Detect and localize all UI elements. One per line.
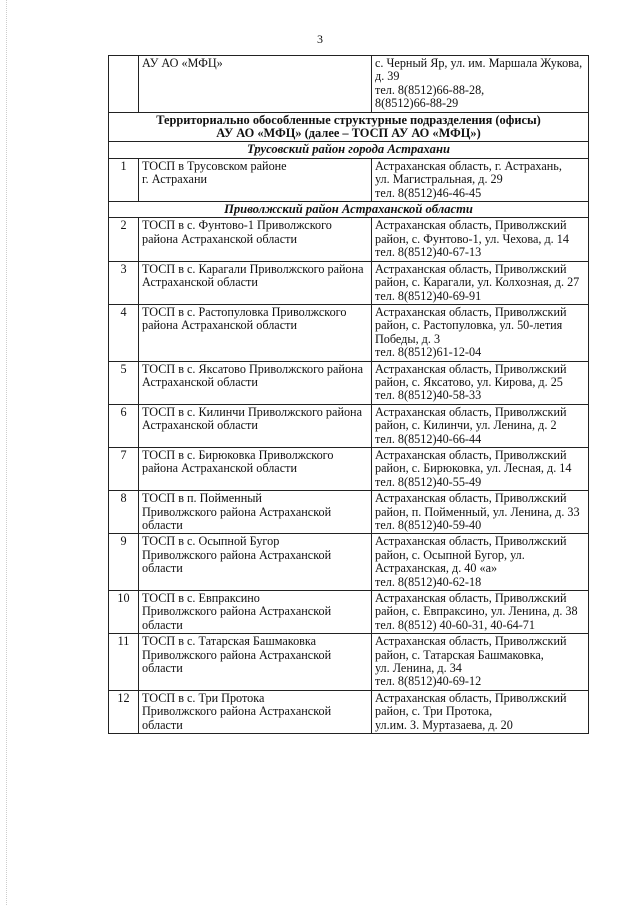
table-row bbox=[109, 158, 589, 201]
district-title: Трусовский район города Астрахани bbox=[109, 142, 589, 158]
office-name: ТОСП в с. Три Протока Приволжского района Астраханской области bbox=[139, 690, 372, 733]
offices-table-body bbox=[109, 56, 589, 734]
office-address: Астраханская область, Приволжский район, с. Три Протока, ул.им. З. Муртазаева, д. 20 bbox=[372, 690, 589, 733]
district-row bbox=[109, 142, 589, 158]
row-number: 2 bbox=[109, 218, 139, 261]
table-row bbox=[109, 534, 589, 591]
office-name: ТОСП в Трусовском районе г. Астрахани bbox=[139, 158, 372, 201]
row-number: 5 bbox=[109, 361, 139, 404]
table-row bbox=[109, 361, 589, 404]
table-row bbox=[109, 690, 589, 733]
scan-margin-line bbox=[6, 0, 8, 905]
office-address: Астраханская область, Приволжский район, с. Осыпной Бугор, ул. Астраханская, д. 40 «а» тел. 8(8512)40-62-18 bbox=[372, 534, 589, 591]
office-address: Астраханская область, Приволжский район, с. Килинчи, ул. Ленина, д. 2 тел. 8(8512)40-66-44 bbox=[372, 404, 589, 447]
office-address: Астраханская область, Приволжский район, с. Татарская Башмаковка, ул. Ленина, д. 34 тел. 8(8512)40-69-12 bbox=[372, 634, 589, 691]
office-address: Астраханская область, Приволжский район, с. Евпраксино, ул. Ленина, д. 38 тел. 8(8512) 40-60-31, 40-64-71 bbox=[372, 591, 589, 634]
table-row bbox=[109, 304, 589, 361]
office-name: ТОСП в с. Карагали Приволжского района Астраханской области bbox=[139, 261, 372, 304]
office-name: ТОСП в с. Евпраксино Приволжского района Астраханской области bbox=[139, 591, 372, 634]
office-name: ТОСП в с. Осыпной Бугор Приволжского района Астраханской области bbox=[139, 534, 372, 591]
table-row bbox=[109, 261, 589, 304]
district-row bbox=[109, 202, 589, 218]
section-header: Территориально обособленные структурные подразделения (офисы) АУ АО «МФЦ» (далее – ТОСП АУ АО «МФЦ») bbox=[109, 112, 589, 142]
office-name: ТОСП в с. Фунтово-1 Приволжского района Астраханской области bbox=[139, 218, 372, 261]
office-name: ТОСП в с. Яксатово Приволжского района Астраханской области bbox=[139, 361, 372, 404]
office-name: ТОСП в с. Килинчи Приволжского района Астраханской области bbox=[139, 404, 372, 447]
page-number: 3 bbox=[317, 32, 323, 46]
row-number: 3 bbox=[109, 261, 139, 304]
table-row bbox=[109, 218, 589, 261]
office-name: АУ АО «МФЦ» bbox=[139, 56, 372, 113]
district-title: Приволжский район Астраханской области bbox=[109, 202, 589, 218]
row-number: 1 bbox=[109, 158, 139, 201]
offices-table bbox=[108, 55, 589, 734]
section-header-row bbox=[109, 112, 589, 142]
office-address: Астраханская область, Приволжский район, с. Яксатово, ул. Кирова, д. 25 тел. 8(8512)40-58-33 bbox=[372, 361, 589, 404]
row-number: 7 bbox=[109, 447, 139, 490]
table-row bbox=[109, 491, 589, 534]
office-name: ТОСП в п. Пойменный Приволжского района Астраханской области bbox=[139, 491, 372, 534]
office-address: Астраханская область, Приволжский район, п. Пойменный, ул. Ленина, д. 33 тел. 8(8512)40-59-40 bbox=[372, 491, 589, 534]
table-row bbox=[109, 404, 589, 447]
row-number: 4 bbox=[109, 304, 139, 361]
row-number: 11 bbox=[109, 634, 139, 691]
row-number: 10 bbox=[109, 591, 139, 634]
office-address: Астраханская область, Приволжский район, с. Карагали, ул. Колхозная, д. 27 тел. 8(8512)40-69-91 bbox=[372, 261, 589, 304]
table-row bbox=[109, 447, 589, 490]
office-address: Астраханская область, г. Астрахань, ул. Магистральная, д. 29 тел. 8(8512)46-46-45 bbox=[372, 158, 589, 201]
row-number: 12 bbox=[109, 690, 139, 733]
table-row bbox=[109, 56, 589, 113]
row-number: 6 bbox=[109, 404, 139, 447]
office-name: ТОСП в с. Татарская Башмаковка Приволжского района Астраханской области bbox=[139, 634, 372, 691]
row-number bbox=[109, 56, 139, 113]
office-address: Астраханская область, Приволжский район, с. Бирюковка, ул. Лесная, д. 14 тел. 8(8512)40-55-49 bbox=[372, 447, 589, 490]
office-address: Астраханская область, Приволжский район, с. Фунтово-1, ул. Чехова, д. 14 тел. 8(8512)40-67-13 bbox=[372, 218, 589, 261]
row-number: 9 bbox=[109, 534, 139, 591]
row-number: 8 bbox=[109, 491, 139, 534]
office-name: ТОСП в с. Растопуловка Приволжского района Астраханской области bbox=[139, 304, 372, 361]
office-name: ТОСП в с. Бирюковка Приволжского района Астраханской области bbox=[139, 447, 372, 490]
table-row bbox=[109, 634, 589, 691]
table-row bbox=[109, 591, 589, 634]
office-address: Астраханская область, Приволжский район, с. Растопуловка, ул. 50-летия Победы, д. 3 тел. 8(8512)61-12-04 bbox=[372, 304, 589, 361]
office-address: с. Черный Яр, ул. им. Маршала Жукова, д. 39 тел. 8(8512)66-88-28, 8(8512)66-88-29 bbox=[372, 56, 589, 113]
